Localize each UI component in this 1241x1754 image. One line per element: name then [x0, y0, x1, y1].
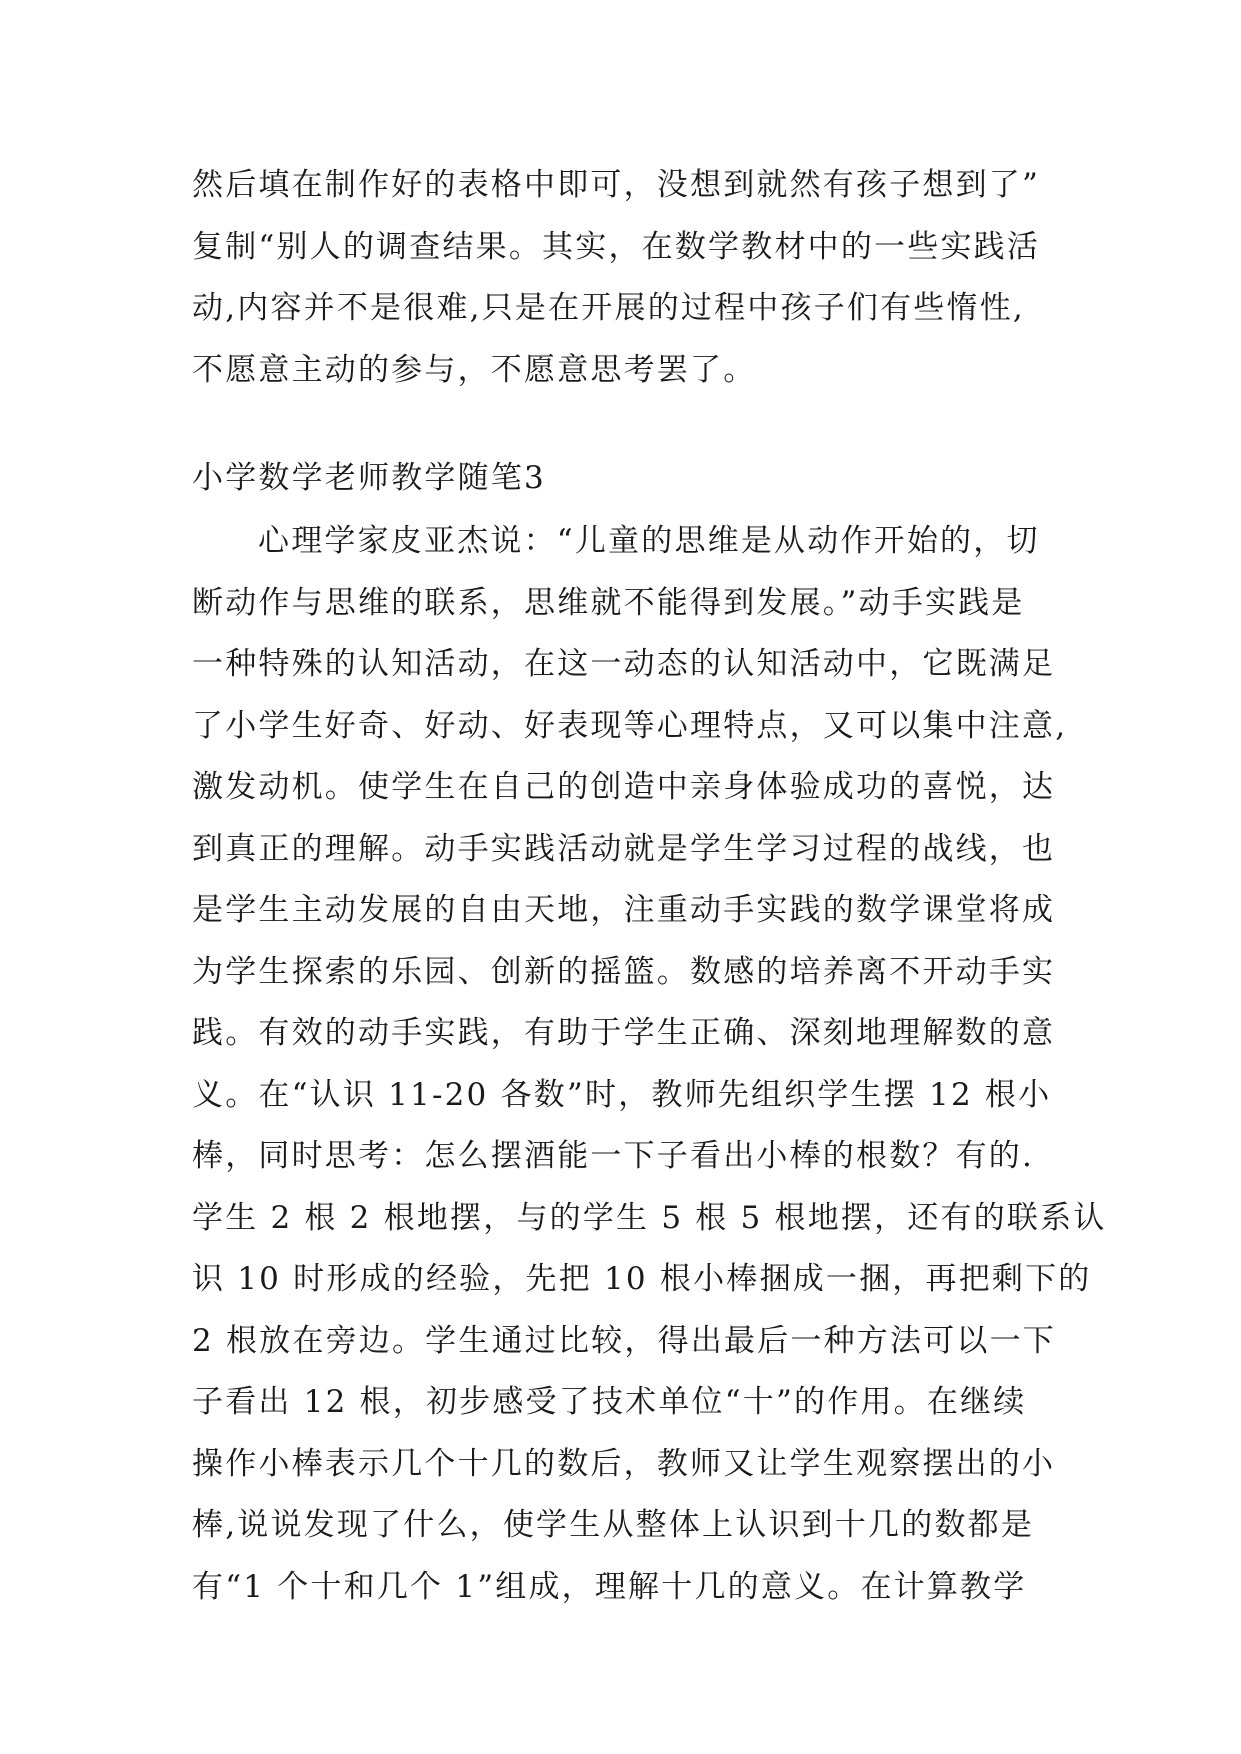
text-line: 识 10 时形成的经验，先把 10 根小棒捆成一捆，再把剩下的: [192, 1261, 1092, 1297]
text-line: 动,内容并不是很难,只是在开展的过程中孩子们有些惰性,: [192, 290, 1025, 326]
text-line: 有“1 个十和几个 1”组成，理解十几的意义。在计算教学: [192, 1568, 1027, 1605]
text-line: 子看出 12 根，初步感受了技术单位“十”的作用。在继续: [192, 1384, 1027, 1420]
text-line: 激发动机。使学生在自己的创造中亲身体验成功的喜悦，达: [192, 769, 1056, 805]
text-line: 断动作与思维的联系，思维就不能得到发展。”动手实践是: [192, 584, 1025, 621]
section-heading-text: 小学数学老师教学随笔3: [192, 460, 546, 496]
text-line: 然后填在制作好的表格中即可，没想到就然有孩子想到了”: [192, 167, 1041, 203]
text-line: 心理学家皮亚杰说：“儿童的思维是从动作开始的，切: [258, 523, 1040, 559]
text-line: 义。在“认识 11-20 各数”时，教师先组织学生摆 12 根小: [192, 1076, 1052, 1113]
text-line: 学生 2 根 2 根地摆，与的学生 5 根 5 根地摆，还有的联系认: [192, 1199, 1107, 1236]
text-line: 是学生主动发展的自由天地，注重动手实践的数学课堂将成: [192, 892, 1056, 928]
text-line: 不愿意主动的参与，不愿意思考罢了。: [192, 351, 757, 388]
text-line: 践。有效的动手实践，有助于学生正确、深刻地理解数的意: [192, 1015, 1056, 1051]
text-line: 2 根放在旁边。学生通过比较，得出最后一种方法可以一下: [192, 1322, 1056, 1359]
paragraph-continued: [192, 155, 1052, 401]
text-line: 为学生探索的乐园、创新的摇篮。数感的培养离不开动手实: [192, 953, 1056, 990]
text-line: 棒，同时思考：怎么摆酒能一下子看出小棒的根数？有的.: [192, 1138, 1035, 1174]
text-line: 棒,说说发现了什么，使学生从整体上认识到十几的数都是: [192, 1507, 1035, 1543]
text-line: 操作小棒表示几个十几的数后，教师又让学生观察摆出的小: [192, 1445, 1056, 1482]
paragraph-body: [192, 511, 1107, 1618]
text-line: 复制“别人的调查结果。其实，在数学教材中的一些实践活: [192, 228, 1041, 265]
section-heading: [192, 448, 1052, 510]
text-line: 一种特殊的认知活动，在这一动态的认知活动中，它既满足: [192, 646, 1056, 682]
text-line: 了小学生好奇、好动、好表现等心理特点，又可以集中注意,: [192, 707, 1068, 744]
text-line: 到真正的理解。动手实践活动就是学生学习过程的战线，也: [192, 830, 1056, 867]
